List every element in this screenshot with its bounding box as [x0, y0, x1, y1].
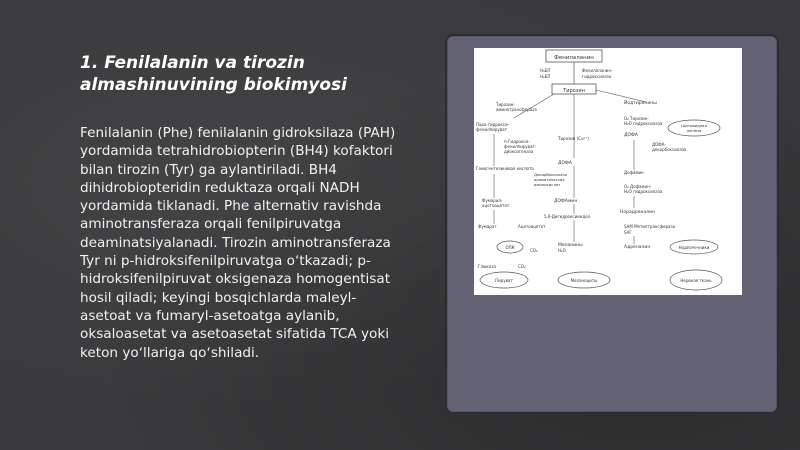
oval-melanocytes: Меланоциты	[570, 278, 598, 283]
svg-text:H₂O гидроксилаза: H₂O гидроксилаза	[624, 189, 663, 194]
svg-text:H₂БП: H₂БП	[540, 74, 551, 79]
node-mid: Тирозин	[563, 88, 585, 94]
svg-text:аминотрансфераза: аминотрансфераза	[496, 107, 537, 112]
svg-text:железа: железа	[686, 128, 702, 133]
svg-text:Пара-гидрокси-: Пара-гидрокси-	[476, 122, 510, 127]
svg-text:аминокислот: аминокислот	[534, 182, 561, 187]
svg-text:Щитовидная: Щитовидная	[681, 123, 707, 128]
svg-text:Фенилаланин-: Фенилаланин-	[582, 68, 613, 73]
node-fumarate: Фумарат	[478, 224, 497, 229]
svg-text:диоксигеназа: диоксигеназа	[504, 149, 534, 154]
slide-body-text: Fenilalanin (Phe) fenilalanin gidroksilaza (PAH) yordamida tetrahidrobiopterin (BH4) kofaktori bilan tirozin (Tyr) ga aylantiriladi. BH4 dihidrobiopteridin reduktaza orqali NADH yordamida tiklanadi. Phe alternativ ravishda aminotransferaza orqali fenilpiruvatga deaminatsiyalanadi. Tirozin aminotransferaza Tyr ni p-hidroksifenilpiruvatga oʻtkazadi; p-hidroksifenilpiruvat oksigenaza homogentisat hosil qiladi; keyingi bosqichlarda maleyl-asetoat va fumaryl-asetoatga aylanib, oksaloasetat va asetoasetat sifatida TCA yoki keton yoʻllariga qoʻshiladi.	[80, 125, 396, 361]
svg-text:CO₂: CO₂	[530, 248, 538, 253]
svg-text:H₂O: H₂O	[558, 248, 566, 253]
svg-text:Фумарил-: Фумарил-	[482, 198, 503, 203]
node-melanin: Меланины	[558, 243, 583, 248]
svg-text:SAM Метилтрансфераза: SAM Метилтрансфераза	[624, 224, 676, 229]
node-dopa-right: ДОФА	[624, 133, 639, 138]
oval-nervous-tissue: Нервная ткань	[680, 278, 712, 283]
node-adrenaline: Адреналин	[624, 245, 651, 250]
node-dihydroxyindole: 5,6-Дигидроксииндол	[544, 214, 591, 219]
svg-text:фенилпируват-: фенилпируват-	[504, 144, 537, 149]
svg-text:Дофамин: Дофамин	[624, 170, 644, 175]
svg-text:Глюкоза: Глюкоза	[478, 264, 496, 269]
metabolic-pathway-diagram	[474, 48, 742, 295]
node-dopamine: ДОФАмин	[554, 199, 578, 204]
svg-text:ДОФА-: ДОФА-	[652, 142, 666, 147]
svg-text:декарбоксилаза: декарбоксилаза	[652, 147, 687, 152]
svg-text:Тирозин-: Тирозин-	[496, 102, 515, 107]
svg-text:гидроксилаза: гидроксилаза	[582, 74, 612, 79]
svg-text:Надпочечники: Надпочечники	[678, 245, 710, 250]
svg-text:Декарбоксилаза: Декарбоксилаза	[534, 172, 567, 177]
node-top: Фенилаланин	[554, 55, 594, 61]
svg-text:O₂ Тирозин-: O₂ Тирозин-	[624, 116, 649, 121]
slide-title: 1. Fenilalanin va tirozin almashinuvining biokimyosi	[80, 53, 347, 95]
svg-text:CO₂: CO₂	[518, 264, 526, 269]
node-iodothyronine: Йодтиронины	[624, 101, 657, 106]
svg-text:O₂ Дофамин-: O₂ Дофамин-	[624, 184, 652, 189]
node-dopa-center: ДОФА	[558, 161, 573, 166]
svg-text:Ацетоацетат: Ацетоацетат	[518, 224, 546, 229]
oval-opk: ОПК	[505, 245, 515, 250]
label-h4bp: H₄БП	[540, 68, 551, 73]
svg-text:фенилпируват: фенилпируват	[476, 127, 507, 132]
svg-text:ароматических: ароматических	[534, 177, 565, 182]
svg-text:ацетоацетат: ацетоацетат	[482, 203, 510, 208]
node-noradrenaline: Норадреналин	[620, 210, 655, 215]
pathway-svg	[474, 48, 742, 295]
oval-liver: Пируват	[495, 278, 513, 283]
svg-text:SAГ: SAГ	[624, 230, 632, 235]
node-tyrosinase: Тирозин (Cu²⁺)	[558, 136, 589, 141]
node-homogentisate: Гомогентизиновая кислота	[476, 166, 534, 171]
svg-text:H₂O гидроксилаза: H₂O гидроксилаза	[624, 121, 663, 126]
svg-text:п-Гидрокси-: п-Гидрокси-	[504, 139, 530, 144]
